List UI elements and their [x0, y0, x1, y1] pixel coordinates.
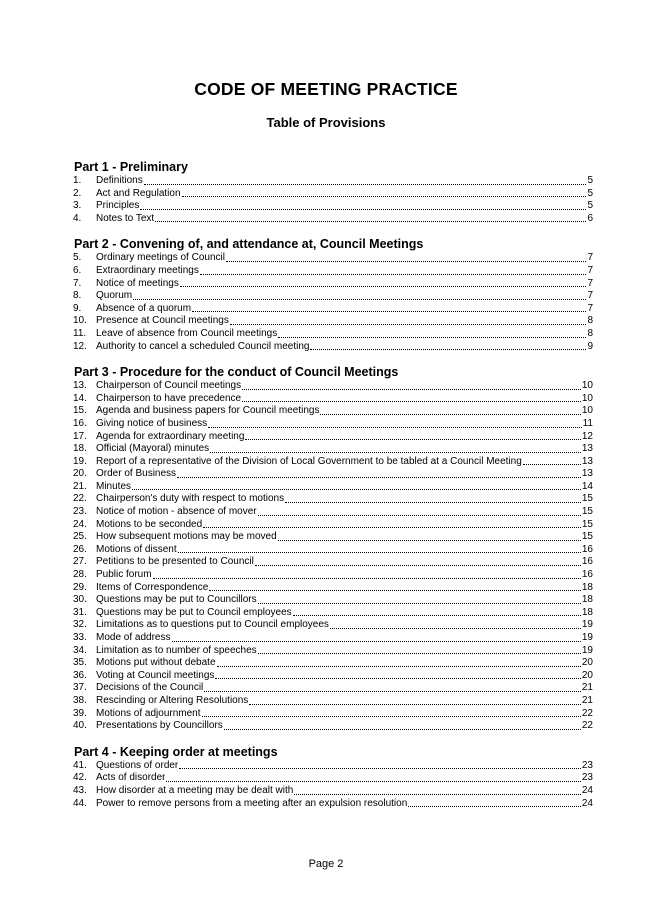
toc-entry[interactable] — [73, 506, 593, 519]
entry-title: Agenda and business papers for Council meetings — [96, 405, 320, 417]
entry-number: 21. — [73, 480, 87, 492]
toc-entry[interactable] — [73, 405, 593, 418]
dot-leader — [182, 195, 587, 197]
dot-leader — [293, 614, 581, 616]
toc-entry[interactable] — [73, 582, 593, 595]
entry-title: How subsequent motions may be moved — [96, 531, 277, 543]
entry-title: Chairperson's duty with respect to motions — [96, 493, 285, 505]
dot-leader — [258, 514, 581, 516]
entry-number: 13. — [73, 380, 87, 392]
entry-title: Giving notice of business — [96, 417, 208, 429]
entry-title: Agenda for extraordinary meeting — [96, 430, 245, 442]
entry-title: Absence of a quorum — [96, 302, 192, 314]
toc-entry[interactable] — [73, 341, 593, 354]
toc-entry[interactable] — [73, 760, 593, 773]
entry-number: 24. — [73, 518, 87, 530]
toc-entry[interactable] — [73, 632, 593, 645]
dot-leader — [330, 627, 581, 629]
entry-title: Notice of meetings — [96, 277, 179, 289]
dot-leader — [408, 805, 581, 807]
entry-page-number: 10 — [581, 380, 593, 392]
entry-number: 11. — [73, 327, 87, 339]
entry-title: Ordinary meetings of Council — [96, 252, 225, 264]
entry-page-number: 23 — [581, 772, 593, 784]
entry-title: Decisions of the Council — [96, 682, 204, 694]
part-heading: Part 4 - Keeping order at meetings — [74, 744, 278, 759]
entry-number: 22. — [73, 493, 87, 505]
entry-number: 34. — [73, 644, 87, 656]
dot-leader — [200, 273, 587, 275]
dot-leader — [210, 451, 581, 453]
dot-leader — [226, 260, 586, 262]
entry-title: Motions to be seconded — [96, 518, 203, 530]
toc-entry[interactable] — [73, 315, 593, 328]
entry-page-number: 24 — [581, 784, 593, 796]
entry-title: Order of Business — [96, 468, 177, 480]
entry-number: 25. — [73, 531, 87, 543]
entry-number: 39. — [73, 707, 87, 719]
entry-page-number: 13 — [581, 443, 593, 455]
entry-page-number: 16 — [581, 556, 593, 568]
table-of-contents — [73, 160, 593, 822]
entry-number: 2. — [73, 187, 82, 199]
entry-title: Acts of disorder — [96, 772, 166, 784]
dot-leader — [294, 793, 581, 795]
entry-number: 33. — [73, 632, 87, 643]
dot-leader — [310, 348, 586, 350]
entry-page-number: 15 — [581, 518, 593, 530]
dot-leader — [153, 577, 581, 579]
entry-page-number: 14 — [581, 480, 593, 492]
entry-number: 26. — [73, 543, 87, 555]
toc-entry[interactable] — [73, 519, 593, 532]
toc-entry[interactable] — [73, 670, 593, 683]
dot-leader — [278, 539, 581, 541]
entry-page-number: 7 — [587, 264, 593, 276]
entry-number: 7. — [73, 277, 82, 289]
entry-title: Limitations as to questions put to Council employees — [96, 619, 329, 631]
entry-number: 17. — [73, 430, 87, 442]
dot-leader — [285, 501, 581, 503]
dot-leader — [230, 323, 587, 325]
entry-title: Limitation as to number of speeches — [96, 644, 257, 656]
entry-page-number: 8 — [587, 327, 593, 339]
toc-entry[interactable] — [73, 695, 593, 708]
entry-number: 6. — [73, 264, 82, 276]
entry-page-number: 7 — [587, 252, 593, 264]
entry-number: 3. — [73, 200, 82, 212]
toc-entry[interactable] — [73, 213, 593, 226]
entry-number: 41. — [73, 759, 87, 771]
entry-number: 44. — [73, 797, 87, 809]
toc-entry[interactable] — [73, 265, 593, 278]
dot-leader — [192, 310, 586, 312]
entry-page-number: 18 — [581, 606, 593, 618]
entry-page-number: 13 — [581, 455, 593, 467]
entry-number: 18. — [73, 443, 87, 455]
entry-number: 23. — [73, 506, 87, 518]
entry-page-number: 13 — [581, 468, 593, 480]
dot-leader — [258, 602, 581, 604]
entry-title: Chairperson of Council meetings — [96, 380, 242, 392]
entry-page-number: 16 — [581, 569, 593, 581]
entry-number: 19. — [73, 455, 87, 467]
entry-title: Motions put without debate — [96, 657, 216, 669]
dot-leader — [144, 183, 587, 185]
entry-title: Definitions — [96, 175, 143, 186]
toc-entry[interactable] — [73, 594, 593, 607]
entry-number: 27. — [73, 556, 87, 568]
entry-title: Authority to cancel a scheduled Council meeting — [96, 340, 310, 352]
toc-part — [73, 160, 593, 225]
toc-heading: Table of Provisions — [266, 115, 386, 130]
entry-page-number: 9 — [587, 340, 593, 352]
entry-title: Petitions to be presented to Council — [96, 556, 254, 568]
entry-page-number: 22 — [581, 720, 593, 732]
toc-entry[interactable] — [73, 175, 593, 188]
part-heading: Part 3 - Procedure for the conduct of Council Meetings — [74, 365, 399, 380]
entry-page-number: 7 — [587, 290, 593, 302]
entry-title: Questions may be put to Council employees — [96, 606, 292, 618]
entry-number: 4. — [73, 212, 82, 224]
document-title: CODE OF MEETING PRACTICE — [194, 79, 458, 99]
entry-page-number: 19 — [581, 632, 593, 643]
toc-entry[interactable] — [73, 393, 593, 406]
toc-entry[interactable] — [73, 619, 593, 632]
entry-title: Act and Regulation — [96, 187, 181, 199]
entry-number: 35. — [73, 657, 87, 669]
toc-entry[interactable] — [73, 645, 593, 658]
dot-leader — [208, 426, 581, 428]
entry-page-number: 19 — [581, 644, 593, 656]
entry-title: Questions of order — [96, 759, 179, 771]
toc-entry[interactable] — [73, 493, 593, 506]
entry-title: Motions of dissent — [96, 543, 177, 555]
toc-entry[interactable] — [73, 290, 593, 303]
toc-entry[interactable] — [73, 607, 593, 620]
entry-title: Report of a representative of the Division of Local Government to be tabled at a Council Meeting — [96, 455, 522, 467]
toc-entry[interactable] — [73, 481, 593, 494]
toc-entry[interactable] — [73, 200, 593, 213]
entry-page-number: 15 — [581, 506, 593, 518]
entry-page-number: 6 — [587, 212, 593, 224]
dot-leader — [523, 463, 581, 465]
entry-title: Power to remove persons from a meeting after an expulsion resolution — [96, 797, 408, 809]
entry-title: Minutes — [96, 480, 132, 492]
toc-entry[interactable] — [73, 188, 593, 201]
entry-number: 37. — [73, 682, 87, 694]
entry-number: 10. — [73, 315, 87, 327]
entry-page-number: 10 — [581, 392, 593, 404]
dot-leader — [258, 652, 581, 654]
entry-number: 12. — [73, 340, 87, 352]
part-heading: Part 1 - Preliminary — [74, 160, 188, 174]
entry-page-number: 11 — [582, 417, 593, 429]
dot-leader — [320, 413, 580, 415]
entry-title: Notes to Text — [96, 212, 155, 224]
entry-page-number: 12 — [581, 430, 593, 442]
entry-page-number: 20 — [581, 669, 593, 681]
entry-title: Voting at Council meetings — [96, 669, 215, 681]
dot-leader — [178, 551, 581, 553]
entry-number: 15. — [73, 405, 87, 417]
toc-entry[interactable] — [73, 544, 593, 557]
entry-title: Official (Mayoral) minutes — [96, 443, 210, 455]
toc-entry[interactable] — [73, 531, 593, 544]
entry-title: How disorder at a meeting may be dealt with — [96, 784, 294, 796]
dot-leader — [209, 589, 581, 591]
entry-title: Chairperson to have precedence — [96, 392, 242, 404]
entry-number: 29. — [73, 581, 87, 593]
entry-page-number: 19 — [581, 619, 593, 631]
entry-number: 9. — [73, 302, 82, 314]
entry-page-number: 10 — [581, 405, 593, 417]
dot-leader — [204, 690, 581, 692]
entry-number: 1. — [73, 175, 82, 186]
entry-number: 30. — [73, 594, 87, 606]
entry-title: Notice of motion - absence of mover — [96, 506, 257, 518]
entry-title: Quorum — [96, 290, 133, 302]
dot-leader — [140, 208, 586, 210]
dot-leader — [132, 488, 581, 490]
dot-leader — [180, 285, 587, 287]
toc-entry[interactable] — [73, 443, 593, 456]
entry-title: Leave of absence from Council meetings — [96, 327, 278, 339]
dot-leader — [202, 715, 581, 717]
entry-title: Rescinding or Altering Resolutions — [96, 694, 249, 706]
toc-part — [73, 237, 593, 353]
dot-leader — [242, 400, 581, 402]
entry-number: 14. — [73, 392, 87, 404]
entry-number: 28. — [73, 569, 87, 581]
entry-page-number: 7 — [587, 302, 593, 314]
toc-entry[interactable] — [73, 468, 593, 481]
entry-title: Motions of adjournment — [96, 707, 201, 719]
entry-title: Questions may be put to Councillors — [96, 594, 257, 606]
entry-number: 20. — [73, 468, 87, 480]
entry-number: 36. — [73, 669, 87, 681]
dot-leader — [203, 526, 581, 528]
entry-number: 32. — [73, 619, 87, 631]
toc-entry[interactable] — [73, 556, 593, 569]
dot-leader — [166, 780, 580, 782]
page-number: Page 2 — [308, 858, 344, 870]
dot-leader — [215, 677, 580, 679]
toc-entry[interactable] — [73, 708, 593, 721]
entry-page-number: 23 — [581, 759, 593, 771]
entry-title: Extraordinary meetings — [96, 264, 199, 276]
toc-entry[interactable] — [73, 682, 593, 695]
entry-page-number: 24 — [581, 797, 593, 809]
entry-page-number: 5 — [587, 175, 593, 186]
toc-part — [73, 365, 593, 733]
entry-page-number: 15 — [581, 493, 593, 505]
entry-page-number: 7 — [587, 277, 593, 289]
toc-entry[interactable] — [73, 252, 593, 265]
entry-page-number: 5 — [587, 187, 593, 199]
toc-entry[interactable] — [73, 328, 593, 341]
dot-leader — [155, 220, 586, 222]
entry-page-number: 15 — [581, 531, 593, 543]
entry-number: 38. — [73, 694, 87, 706]
entry-page-number: 8 — [587, 315, 593, 327]
part-heading: Part 2 - Convening of, and attendance at, Council Meetings — [74, 237, 424, 252]
toc-entry[interactable] — [73, 798, 593, 811]
dot-leader — [172, 640, 581, 642]
toc-entry[interactable] — [73, 456, 593, 469]
entry-number: 42. — [73, 772, 87, 784]
entry-title: Presentations by Councillors — [96, 720, 223, 732]
entry-title: Items of Correspondence — [96, 581, 209, 593]
entry-page-number: 22 — [581, 707, 593, 719]
entry-title: Principles — [96, 200, 140, 212]
toc-entry[interactable] — [73, 418, 593, 431]
entry-number: 16. — [73, 417, 87, 429]
toc-entry[interactable] — [73, 772, 593, 785]
entry-title: Public forum — [96, 569, 152, 581]
entry-page-number: 18 — [581, 581, 593, 593]
dot-leader — [278, 336, 586, 338]
toc-entry[interactable] — [73, 569, 593, 582]
toc-entry[interactable] — [73, 720, 593, 733]
dot-leader — [255, 564, 581, 566]
entry-title: Presence at Council meetings — [96, 315, 229, 327]
toc-entry[interactable] — [73, 380, 593, 393]
entry-page-number: 16 — [581, 543, 593, 555]
entry-number: 5. — [73, 252, 82, 264]
toc-entry[interactable] — [73, 303, 593, 316]
entry-page-number: 20 — [581, 657, 593, 669]
entry-page-number: 21 — [581, 694, 593, 706]
entry-number: 31. — [73, 606, 87, 618]
dot-leader — [179, 767, 581, 769]
toc-entry[interactable] — [73, 278, 593, 291]
dot-leader — [217, 665, 581, 667]
dot-leader — [224, 728, 581, 730]
entry-title: Mode of address — [96, 632, 171, 643]
entry-page-number: 18 — [581, 594, 593, 606]
entry-page-number: 5 — [587, 200, 593, 212]
entry-number: 8. — [73, 290, 82, 302]
entry-page-number: 21 — [581, 682, 593, 694]
toc-part — [73, 745, 593, 810]
entry-number: 40. — [73, 720, 87, 732]
dot-leader — [242, 388, 581, 390]
dot-leader — [133, 298, 586, 300]
entry-number: 43. — [73, 784, 87, 796]
dot-leader — [249, 703, 581, 705]
dot-leader — [245, 438, 580, 440]
toc-entry[interactable] — [73, 431, 593, 444]
toc-entry[interactable] — [73, 785, 593, 798]
dot-leader — [177, 476, 581, 478]
toc-entry[interactable] — [73, 657, 593, 670]
